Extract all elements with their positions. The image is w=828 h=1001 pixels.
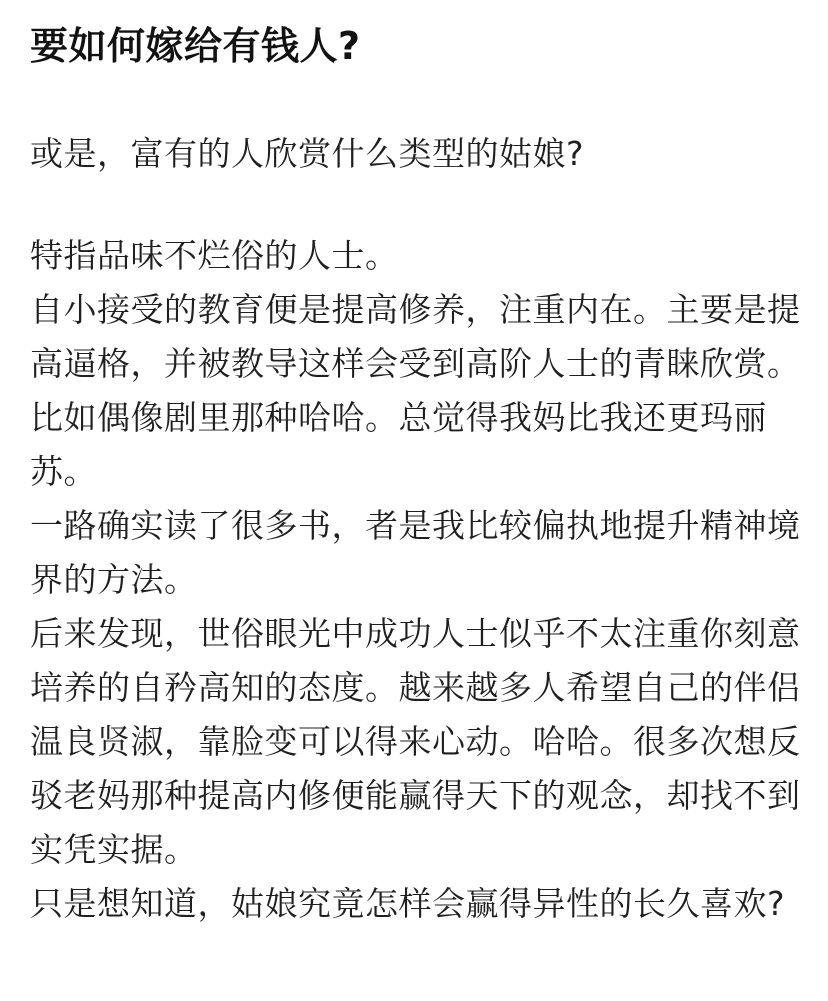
body-paragraph-1: 特指品味不烂俗的人士。 xyxy=(30,236,399,275)
body-paragraph-5: 只是想知道，姑娘究竟怎样会赢得异性的长久喜欢? xyxy=(30,884,786,923)
body-paragraph-4: 后来发现，世俗眼光中成功人士似乎不太注重你刻意培养的自矜高知的态度。越来越多人希望自己的伴侣温良贤淑，靠脸变可以得来心动。哈哈。很多次想反驳老妈那种提高内修便能赢得天下的观念，却找不到实凭实据。 xyxy=(30,614,801,869)
question-body xyxy=(30,229,804,931)
question-title: 要如何嫁给有钱人? xyxy=(30,24,361,68)
body-paragraph-2: 自小接受的教育便是提高修养，注重内在。主要是提高逼格，并被教导这样会受到高阶人士的青睐欣赏。比如偶像剧里那种哈哈。总觉得我妈比我还更玛丽苏。 xyxy=(30,290,801,491)
question-subtitle: 或是，富有的人欣赏什么类型的姑娘? xyxy=(30,134,585,173)
body-paragraph-3: 一路确实读了很多书，者是我比较偏执地提升精神境界的方法。 xyxy=(30,506,801,599)
